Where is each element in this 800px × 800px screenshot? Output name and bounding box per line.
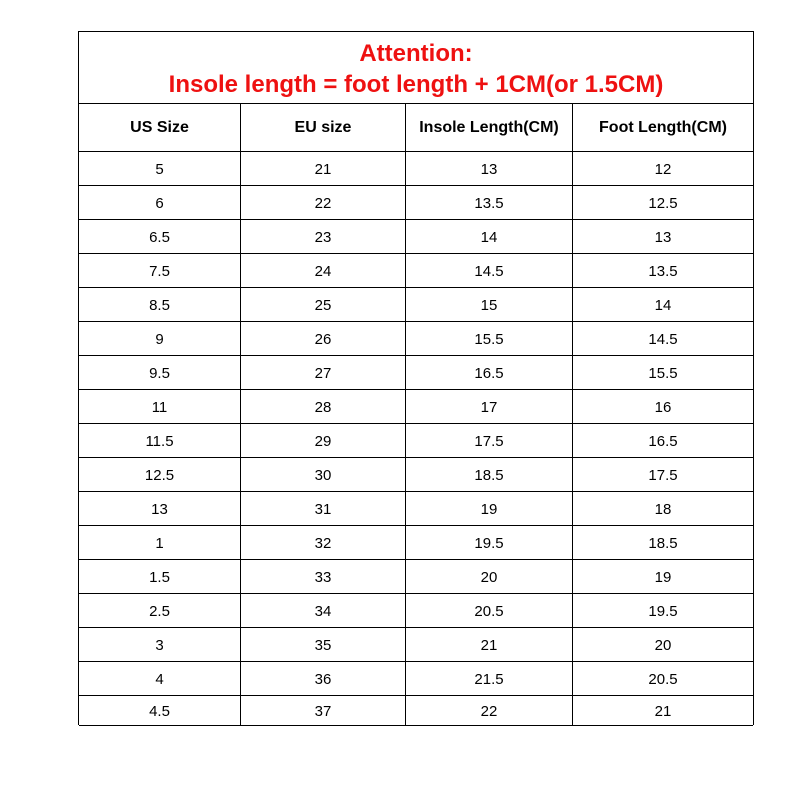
eu-size-cell: 29 [241,424,406,458]
foot-length-cell: 16.5 [573,424,753,458]
eu-size-cell: 34 [241,594,406,628]
us-size-cell: 7.5 [79,254,241,288]
us-size-cell: 13 [79,492,241,526]
eu-size-cell: 25 [241,288,406,322]
notice-formula: Insole length = foot length + 1CM(or 1.5CM) [168,70,664,98]
insole-length-cell: 15.5 [406,322,573,356]
eu-size-cell: 24 [241,254,406,288]
foot-length-cell: 21 [573,696,753,726]
foot-length-cell: 14 [573,288,753,322]
foot-length-cell: 19.5 [573,594,753,628]
eu-size-cell: 36 [241,662,406,696]
foot-length-cell: 12 [573,152,753,186]
us-size-cell: 9.5 [79,356,241,390]
size-table [79,104,753,725]
insole-length-cell: 14 [406,220,573,254]
insole-length-cell: 18.5 [406,458,573,492]
eu-size-cell: 32 [241,526,406,560]
eu-size-cell: 26 [241,322,406,356]
eu-size-cell: 23 [241,220,406,254]
us-size-cell: 3 [79,628,241,662]
foot-length-cell: 12.5 [573,186,753,220]
us-size-cell: 4 [79,662,241,696]
us-size-cell: 1 [79,526,241,560]
insole-length-cell: 13 [406,152,573,186]
foot-length-cell: 15.5 [573,356,753,390]
insole-length-cell: 21 [406,628,573,662]
foot-length-cell: 18 [573,492,753,526]
us-size-cell: 6 [79,186,241,220]
header-insole-length: Insole Length(CM) [406,104,573,152]
eu-size-cell: 28 [241,390,406,424]
foot-length-cell: 13.5 [573,254,753,288]
insole-length-cell: 13.5 [406,186,573,220]
us-size-cell: 12.5 [79,458,241,492]
insole-length-cell: 20 [406,560,573,594]
foot-length-cell: 17.5 [573,458,753,492]
header-us-size: US Size [79,104,241,152]
eu-size-cell: 22 [241,186,406,220]
us-size-cell: 2.5 [79,594,241,628]
us-size-cell: 1.5 [79,560,241,594]
us-size-cell: 5 [79,152,241,186]
us-size-cell: 6.5 [79,220,241,254]
foot-length-cell: 13 [573,220,753,254]
foot-length-cell: 19 [573,560,753,594]
insole-length-cell: 15 [406,288,573,322]
insole-length-cell: 21.5 [406,662,573,696]
foot-length-cell: 18.5 [573,526,753,560]
foot-length-cell: 16 [573,390,753,424]
eu-size-cell: 21 [241,152,406,186]
insole-length-cell: 14.5 [406,254,573,288]
us-size-cell: 11.5 [79,424,241,458]
insole-length-cell: 19.5 [406,526,573,560]
eu-size-cell: 35 [241,628,406,662]
us-size-cell: 8.5 [79,288,241,322]
us-size-cell: 11 [79,390,241,424]
foot-length-cell: 14.5 [573,322,753,356]
foot-length-cell: 20.5 [573,662,753,696]
us-size-cell: 9 [79,322,241,356]
us-size-cell: 4.5 [79,696,241,726]
insole-length-cell: 19 [406,492,573,526]
eu-size-cell: 37 [241,696,406,726]
notice-title: Attention: [359,39,473,67]
eu-size-cell: 33 [241,560,406,594]
eu-size-cell: 27 [241,356,406,390]
eu-size-cell: 30 [241,458,406,492]
insole-length-cell: 17 [406,390,573,424]
attention-notice [79,32,753,104]
header-foot-length: Foot Length(CM) [573,104,753,152]
insole-length-cell: 20.5 [406,594,573,628]
eu-size-cell: 31 [241,492,406,526]
size-chart [78,31,754,725]
insole-length-cell: 22 [406,696,573,726]
header-eu-size: EU size [241,104,406,152]
insole-length-cell: 16.5 [406,356,573,390]
foot-length-cell: 20 [573,628,753,662]
insole-length-cell: 17.5 [406,424,573,458]
